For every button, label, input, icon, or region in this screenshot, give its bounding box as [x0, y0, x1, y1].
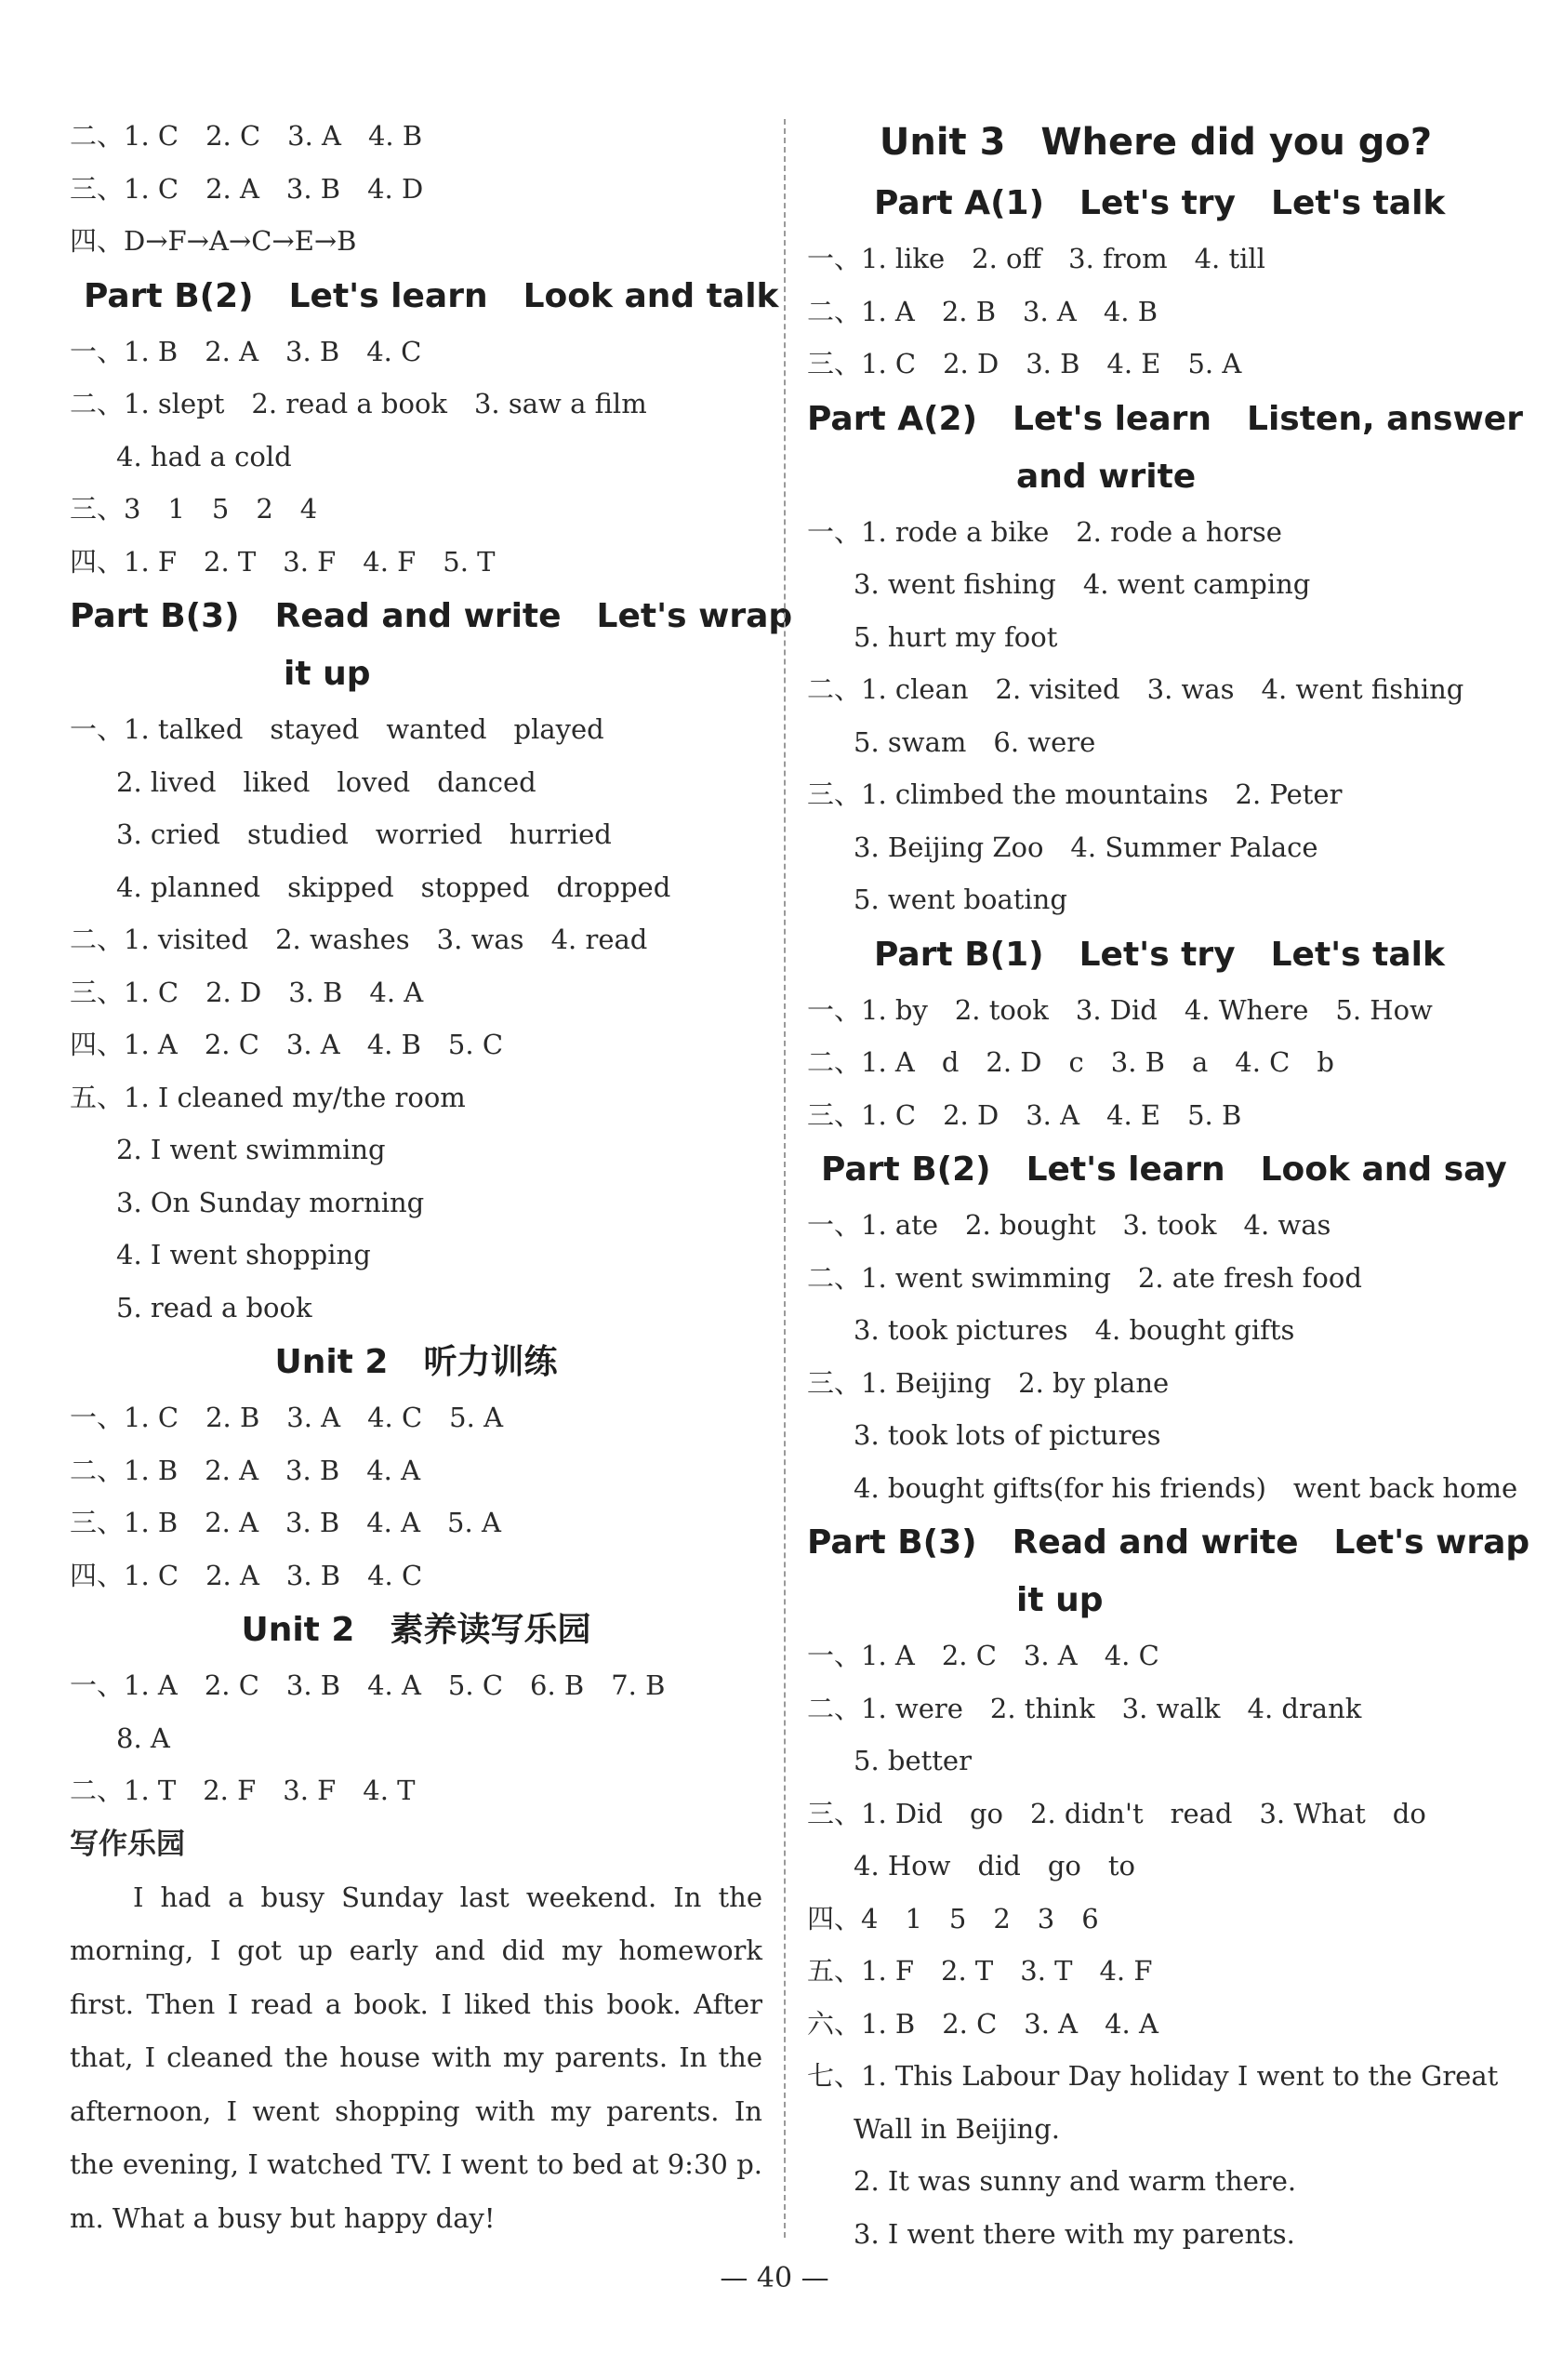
answer-line: 五、1. F 2. T 3. T 4. F — [807, 1955, 1153, 1987]
answer-line: 二、1. clean 2. visited 3. was 4. went fishing — [807, 673, 1464, 705]
answer-line: 二、1. B 2. A 3. B 4. A — [70, 1454, 421, 1486]
writing-sample: I had a busy Sunday last weekend. In the morning, I got up early and did my homework first. Then I read a book. I liked this book. After that, I cleaned the house with my parents. In the afternoon, I went shopping with my parents. In the evening, I watched TV. I went to bed at 9:30 p. m. What a busy but happy day! — [70, 1881, 762, 2234]
section-heading: Part A(1) Let's try Let's talk — [874, 184, 1446, 222]
answer-line: 三、1. C 2. D 3. B 4. E 5. A — [807, 348, 1242, 379]
answer-line: 3. took lots of pictures — [854, 1419, 1161, 1451]
unit-heading: Unit 2 听力训练 — [274, 1343, 558, 1381]
answer-line: 一、1. talked stayed wanted played — [70, 713, 604, 745]
unit-heading: Unit 2 素养读写乐园 — [241, 1611, 591, 1649]
answer-line: Wall in Beijing. — [854, 2112, 1060, 2145]
answer-line: 3. Beijing Zoo 4. Summer Palace — [854, 831, 1318, 863]
answer-line: 一、1. A 2. C 3. B 4. A 5. C 6. B 7. B — [70, 1669, 666, 1701]
answer-line: 二、1. went swimming 2. ate fresh food — [807, 1261, 1362, 1294]
answer-line: 5. read a book — [116, 1291, 312, 1323]
answer-line: 4. had a cold — [116, 440, 292, 472]
answer-line: 二、1. visited 2. washes 3. was 4. read — [70, 924, 648, 955]
answer-line: 3. went fishing 4. went camping — [854, 568, 1311, 600]
answer-line: 4. I went shopping — [116, 1239, 371, 1270]
answer-line: 5. went boating — [854, 884, 1067, 915]
section-heading: Part B(3) Read and write Let's wrap — [70, 597, 793, 635]
answer-line: 三、1. Did go 2. didn't read 3. What do — [807, 1797, 1426, 1829]
answer-line: 七、1. This Labour Day holiday I went to the Great — [807, 2060, 1499, 2092]
answer-line: 二、1. A d 2. D c 3. B a 4. C b — [807, 1046, 1334, 1078]
answer-line: 2. It was sunny and warm there. — [854, 2165, 1297, 2197]
answer-line: 4. How did go to — [854, 1850, 1135, 1881]
answer-line: 5. better — [854, 1745, 972, 1776]
answer-line: 5. hurt my foot — [854, 620, 1058, 653]
answer-line: 三、3 1 5 2 4 — [70, 493, 318, 525]
answer-line: 四、1. F 2. T 3. F 4. F 5. T — [70, 545, 496, 578]
unit-heading: Unit 3 Where did you go? — [879, 121, 1433, 164]
answer-line: 四、1. C 2. A 3. B 4. C — [70, 1559, 423, 1591]
writing-heading: 写作乐园 — [70, 1827, 185, 1861]
answer-line: 3. On Sunday morning — [116, 1186, 425, 1218]
answer-line: 二、1. slept 2. read a book 3. saw a film — [70, 388, 647, 419]
answer-line: 五、1. I cleaned my/the room — [70, 1081, 466, 1113]
section-heading-continued: it up — [1016, 1581, 1104, 1619]
answer-line: 四、1. A 2. C 3. A 4. B 5. C — [70, 1029, 504, 1060]
answer-line: 三、1. C 2. A 3. B 4. D — [70, 172, 424, 205]
section-heading: Part B(1) Let's try Let's talk — [874, 935, 1445, 974]
answer-line: 一、1. by 2. took 3. Did 4. Where 5. How — [807, 993, 1433, 1026]
left-column — [70, 110, 793, 2245]
answer-line: 一、1. C 2. B 3. A 4. C 5. A — [70, 1402, 504, 1433]
answer-line: 二、1. A 2. B 3. A 4. B — [807, 295, 1158, 327]
answer-line: 4. bought gifts(for his friends) went back home — [854, 1471, 1518, 1504]
answer-line: 三、1. C 2. D 3. B 4. A — [70, 976, 424, 1008]
answer-line: 2. lived liked loved danced — [116, 765, 536, 798]
column-divider — [784, 119, 786, 2238]
answer-line: 4. planned skipped stopped dropped — [116, 871, 671, 903]
section-heading-continued: it up — [284, 655, 371, 693]
answer-line: 3. cried studied worried hurried — [116, 818, 612, 850]
answer-line: 三、1. Beijing 2. by plane — [807, 1366, 1170, 1399]
answer-line: 四、D→F→A→C→E→B — [70, 225, 357, 257]
answer-line: 一、1. rode a bike 2. rode a horse — [807, 515, 1282, 548]
answer-line: 六、1. B 2. C 3. A 4. A — [807, 2007, 1158, 2040]
section-heading: Part B(3) Read and write Let's wrap — [807, 1523, 1530, 1562]
answer-line: 2. I went swimming — [116, 1134, 386, 1165]
answer-line: 一、1. like 2. off 3. from 4. till — [807, 243, 1265, 274]
answer-line: 3. I went there with my parents. — [854, 2217, 1295, 2250]
answer-line: 二、1. T 2. F 3. F 4. T — [70, 1775, 416, 1806]
section-heading: Part B(2) Let's learn Look and talk — [84, 276, 779, 315]
right-column — [807, 110, 1530, 2260]
answer-line: 5. swam 6. were — [854, 725, 1096, 758]
answer-line: 8. A — [116, 1722, 170, 1754]
answer-line: 三、1. climbed the mountains 2. Peter — [807, 778, 1343, 810]
page-number: — 40 — — [720, 2262, 829, 2294]
section-heading: Part A(2) Let's learn Listen, answer — [807, 399, 1523, 438]
section-heading-continued: and write — [1016, 457, 1197, 496]
answer-line: 三、1. B 2. A 3. B 4. A 5. A — [70, 1507, 501, 1538]
answer-line: 四、4 1 5 2 3 6 — [807, 1902, 1099, 1935]
answer-line: 一、1. A 2. C 3. A 4. C — [807, 1640, 1159, 1671]
answer-line: 一、1. B 2. A 3. B 4. C — [70, 335, 422, 367]
answer-line: 二、1. C 2. C 3. A 4. B — [70, 120, 423, 152]
section-heading: Part B(2) Let's learn Look and say — [821, 1150, 1507, 1189]
answer-line: 二、1. were 2. think 3. walk 4. drank — [807, 1692, 1362, 1724]
answer-line: 一、1. ate 2. bought 3. took 4. was — [807, 1209, 1331, 1241]
answer-line: 3. took pictures 4. bought gifts — [854, 1314, 1295, 1346]
answer-line: 三、1. C 2. D 3. A 4. E 5. B — [807, 1098, 1242, 1131]
